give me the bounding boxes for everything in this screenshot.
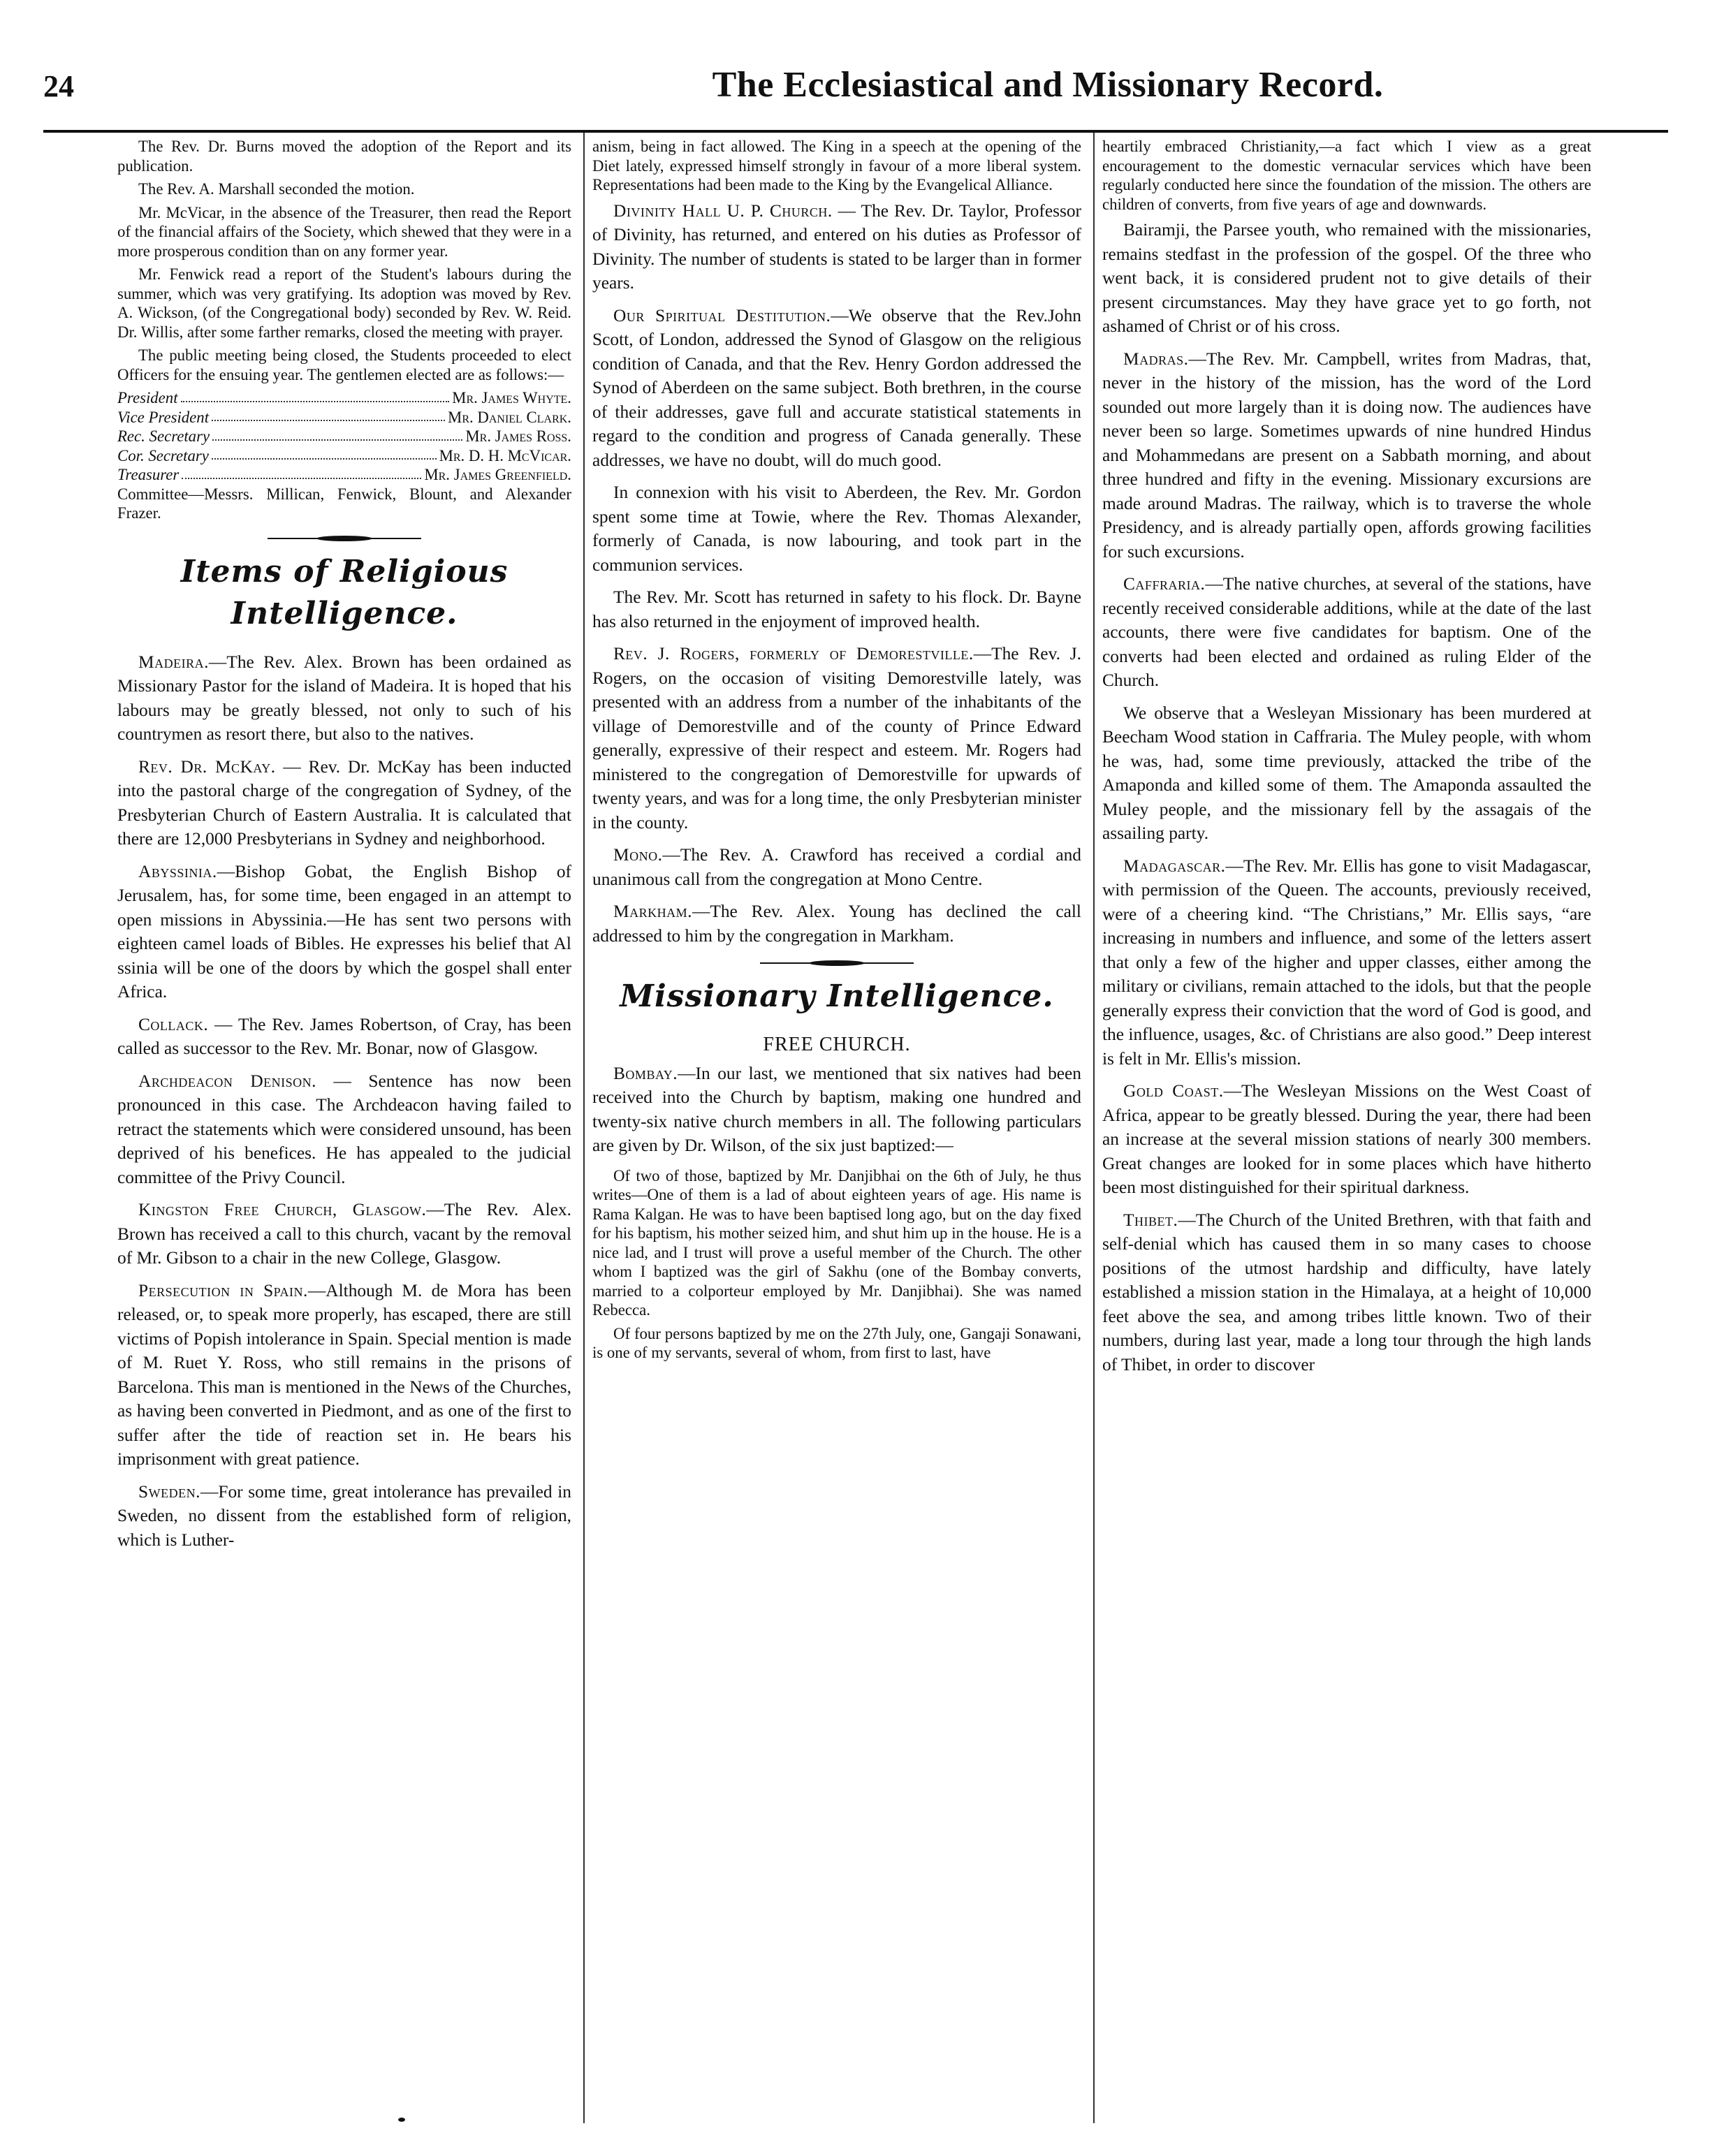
article-text: We observe that a Wesleyan Missionary has been murdered at Beecham Wood station in Caffraria. The Muley people, with whom he was, had, some time previously, attacked the tribe of the Amaponda and killed some of them. The Amaponda assaulted the Muley people, and the missionary fell by the assagais of the assailing party. [1102,703,1591,843]
page-number: 24 [43,69,74,103]
section-divider [760,960,914,966]
article-lead: Madagascar. [1123,856,1226,876]
article-text: heartily embraced Christianity,—a fact which I view as a great encouragement to the domestic vernacular services which have been regularly conducted here since the foundation of the mission. The others are children of converts, from five years of age and downwards. [1102,138,1591,213]
article-paragraph [592,481,1081,577]
section-title: Items of Religious Intelligence. [180,553,509,631]
article-text: —The Wesleyan Missions on the West Coast of Africa, appear to be greatly blessed. During the year, there had been an increase at the several mission stations of nearly 300 members. Great changes are looked for in some places which have hitherto been most distinguished for their spiritual darkness. [1102,1081,1591,1197]
article-lead: Madeira. [138,652,209,672]
subsection-heading: FREE CHURCH. [763,1034,911,1055]
article-text: — The Rev. James Robertson, of Cray, has been called as successor to the Rev. Mr. Bonar, now of Glasgow. [117,1014,571,1058]
article-paragraph [1102,1208,1591,1377]
leader-dots [212,408,445,422]
article-paragraph [117,1013,571,1061]
article-lead: Archdeacon Denison. [138,1071,317,1091]
article-paragraph [117,650,571,747]
officer-name: Mr. James Whyte. [452,389,571,406]
article-text: —The native churches, at several of the stations, have recently received considerable additions, while at the date of the last accounts, there were five candidates for baptism. One of the converts had been elected and ordained as ruling Elder of the Church. [1102,574,1591,690]
article-paragraph [1102,347,1591,564]
quoted-paragraph: Of four persons baptized by me on the 27th July, one, Gangaji Sonawani, is one of my servants, several of whom, from first to last, have [592,1324,1081,1361]
article-text: The Rev. Mr. Scott has returned in safety to his flock. Dr. Bayne has also returned in the enjoyment of improved health. [592,587,1081,631]
article-paragraph [592,199,1081,295]
article-text: —The Church of the United Brethren, with that faith and self-denial which has caused them in so many cases to choose positions of the utmost hardship and difficulty, have lately established a mission station in the Himalaya, at a height of 10,000 feet above the sea, and among tribes little known. Two of their numbers, during last year, made a long tour through the high lands of Thibet, in order to discover [1102,1210,1591,1374]
article-lead: Sweden. [138,1481,200,1502]
article-text: — Rev. Dr. McKay has been inducted into the pastoral charge of the congregation of Sydney, of the Presbyterian Church of Eastern Australia. It is calculated that there are 12,000 Presbyterians in Sydney and neighborhood. [117,756,571,849]
article-text: — Sentence has now been pronounced in this case. The Archdeacon having failed to retract the statements which were considered unsound, has been deprived of his benefices. He has appealed to the judicial committee of the Privy Council. [117,1071,571,1187]
article-lead: Collack. [138,1014,209,1034]
article-paragraph [1102,854,1591,1071]
article-paragraph [1102,218,1591,339]
officer-role: Treasurer [117,466,180,483]
article-paragraph [592,1062,1081,1158]
article-paragraph [592,843,1081,891]
article-paragraph [592,304,1081,473]
officer-role: Rec. Secretary [117,427,210,445]
meeting-paragraph: The public meeting being closed, the Students proceeded to elect Officers for the ensuing year. The gentlemen elected are as follows:— [117,346,571,383]
article-text: —The Rev. Alex. Brown has been ordained as Missionary Pastor for the island of Madeira. It is hoped that his labours may be greatly blessed, not only to such of his countrymen as resort there, but also to the natives. [117,652,571,744]
column-2 [592,137,1081,2092]
article-lead: Caffraria. [1123,574,1206,594]
article-text: —The Rev. Mr. Ellis has gone to visit Madagascar, with permission of the Queen. The accounts, previously received, were of a cheering kind. “The Christians,” Mr. Ellis says, “are increasing in numbers and influence, and some of the letters assert that only a few of the higher and upper classes, either among the military or civilians, remain attached to the idols, but that the people generally express their conviction that the word of God is good, and the influence, usages, &c. of Christians are also good.” Deep interest is felt in Mr. Ellis's mission. [1102,856,1591,1069]
officer-row [117,388,571,408]
article-text: —The Rev. A. Crawford has received a cordial and unanimous call from the congregation at Mono Centre. [592,845,1081,889]
article-text: —In our last, we mentioned that six natives had been received into the Church by baptism, making one hundred and twenty-six native church members in all. The following particulars are given by Dr. Wilson, of the six just baptized:— [592,1063,1081,1155]
article-text: —Bishop Gobat, the English Bishop of Jerusalem, has, for some time, been engaged in an attempt to open missions in Abyssinia.—He has sent two persons with eighteen camel loads of Bibles. He expresses his belief that Al ssinia will be one of the doors by which the gospel shall enter Africa. [117,861,571,1002]
ink-mark [398,2118,405,2122]
article-lead: Mono. [613,845,663,865]
article-text: —The Rev. J. Rogers, on the occasion of visiting Demorestville lately, was presented with an address from a number of the inhabitants of the village of Demorestville and of the county of Prince Edward generally, expressive of their respect and esteem. Mr. Rogers had ministered to the congregation of Demorestville for upwards of twenty years, and was for a long time, the only Presbyterian minister in the county. [592,644,1081,833]
article-lead: Bombay. [613,1063,678,1083]
column-rule [583,133,585,2123]
article-paragraph [117,1279,571,1472]
header-rule [43,130,1668,133]
article-text: —The Rev. Alex. Young has declined the call addressed to him by the congregation in Markham. [592,902,1081,946]
officer-row [117,446,571,466]
leader-dots [212,427,462,441]
meeting-paragraph: Mr. McVicar, in the absence of the Treasurer, then read the Report of the financial affairs of the Society, which shewed that they were in a more prosperous condition than on any former year. [117,203,571,260]
article-text: anism, being in fact allowed. The King in a speech at the opening of the Diet lately, expressed himself strongly in favour of a more liberal system. Representations had been made to the King by the Evangelical Alliance. [592,138,1081,193]
meeting-report [117,137,571,384]
meeting-paragraph: The Rev. A. Marshall seconded the motion. [138,180,415,198]
article-lead: Abyssinia. [138,861,217,881]
article-paragraph [117,860,571,1004]
article-paragraph [592,900,1081,948]
officer-name: Mr. Daniel Clark. [448,408,571,426]
article-text: —For some time, great intolerance has prevailed in Sweden, no dissent from the established form of religion, which is Luther- [117,1481,571,1550]
leader-dots [212,446,437,460]
article-lead: Gold Coast. [1123,1081,1224,1101]
column-1 [117,137,571,2092]
article-text: In connexion with his visit to Aberdeen, the Rev. Mr. Gordon spent some time at Towie, where the Rev. Thomas Alexander, formerly of Canada, is now labouring, and took part in the communion services. [592,483,1081,575]
article-lead: Divinity Hall U. P. Church. [613,200,833,221]
article-paragraph [117,1198,571,1270]
article-paragraph [117,1480,571,1553]
column-rule [1093,133,1095,2123]
officer-row [117,427,571,446]
article-paragraph [592,642,1081,835]
officer-name: Mr. James Ross. [465,427,571,445]
leader-dots [181,388,450,402]
officer-name: Mr. James Greenfield. [424,466,571,483]
section-title: Missionary Intelligence. [620,978,1054,1014]
religious-items [117,650,571,1553]
committee-line: Committee—Messrs. Millican, Fenwick, Blount, and Alexander Frazer. [117,485,571,522]
quoted-paragraph: Of two of those, baptized by Mr. Danjibhai on the 6th of July, he thus writes—One of them is a lad of about eighteen years of age. His name is Rama Kalgan. He was to have been baptised long ago, but on the day fixed for his baptism, his mother seized him, and shut him up in the house. He is a nice lad, and I trust will prove a useful member of the Church. The other whom I baptized was the girl of Sakhu (one of the Bombay converts, married to a colporteur employed by Mr. Danjibhai). She was named Rebecca. [592,1166,1081,1319]
leader-dots [182,465,421,479]
article-lead: Madras. [1123,349,1189,369]
article-text: —The Rev. Mr. Campbell, writes from Madras, that, never in the history of the mission, has the word of the Lord sounded out more largely than it is doing now. The audiences have never been so large. Sometimes upwards of nine hundred Hindus and Mohammedans are present on a Sabbath morning, and about three hundred and fifty in the evening. Missionary excursions are made around Madras. The railway, which is to traverse the whole Presidency, and is already partially open, affords growing facilities for such excursions. [1102,349,1591,562]
article-lead: Markham. [613,902,692,921]
article-text: —Although M. de Mora has been released, or, to speak more properly, has escaped, there are still victims of Popish intolerance in Spain. Special mention is made of M. Ruet Y. Ross, who still remains in the prisons of Barcelona. This man is mentioned in the News of the Churches, as having been converted in Piedmont, and as one of the first to suffer after the tide of reaction set in. He bears his imprisonment with great patience. [117,1280,571,1469]
article-text: —We observe that the Rev.John Scott, of London, addressed the Synod of Glasgow on the religious condition of Canada, and that the Rev. Henry Gordon addressed the Synod of Aberdeen on the same subject. Both brethren, in the course of their addresses, gave full and accurate statistical statements in regard to the condition and progress of Canada generally. These addresses, we have no doubt, will do much good. [592,305,1081,470]
article-lead: Persecution in Spain. [138,1280,308,1300]
officer-row [117,465,571,485]
meeting-paragraph: The Rev. Dr. Burns moved the adoption of the Report and its publication. [117,138,571,175]
officers-list [117,388,571,523]
officer-role: President [117,389,178,406]
article-lead: Kingston Free Church, Glasgow. [138,1200,427,1219]
article-lead: Thibet. [1123,1210,1178,1230]
article-lead: Rev. Dr. McKay. [138,756,276,777]
article-paragraph [117,755,571,851]
article-text: —The Rev. Alex. Brown has received a call to this church, vacant by the removal of Mr. Gibson to a chair in the new College, Glasgow. [117,1200,571,1268]
article-paragraph [1102,137,1591,214]
officer-name: Mr. D. H. McVicar. [439,446,571,464]
article-lead: Rev. J. Rogers, formerly of Demorestville. [613,644,974,663]
column-3 [1102,137,1591,2092]
meeting-paragraph: Mr. Fenwick read a report of the Student's labours during the summer, which was very gratifying. Its adoption was moved by Rev. A. Wickson, (of the Congregational body) seconded by Rev. W. Reid. Dr. Willis, after some farther remarks, closed the meeting with prayer. [117,265,571,341]
article-paragraph [1102,572,1591,693]
article-paragraph [592,137,1081,195]
article-paragraph [1102,701,1591,846]
page-header [43,56,1668,126]
article-text: Bairamji, the Parsee youth, who remained with the missionaries, remains stedfast in the profession of the gospel. Of the three who went back, it is considered prudent not to give details of their present circumstances. May they have grace yet to go forth, not ashamed of Christ or of his cross. [1102,220,1591,336]
religious-items-continued [592,137,1081,948]
officer-role: Vice President [117,408,210,426]
officer-role: Cor. Secretary [117,446,209,464]
running-head: The Ecclesiastical and Missionary Record. [712,65,1384,105]
section-divider [268,536,421,541]
officer-row [117,408,571,427]
article-paragraph [1102,1079,1591,1200]
article-text: — The Rev. Dr. Taylor, Professor of Divinity, has returned, and entered on his duties as Professor of Divinity. The number of students is stated to be larger than in former years. [592,200,1081,293]
article-lead: Our Spiritual Destitution. [613,305,831,325]
article-paragraph [592,585,1081,633]
missionary-items [1102,137,1591,1377]
article-paragraph [117,1069,571,1190]
